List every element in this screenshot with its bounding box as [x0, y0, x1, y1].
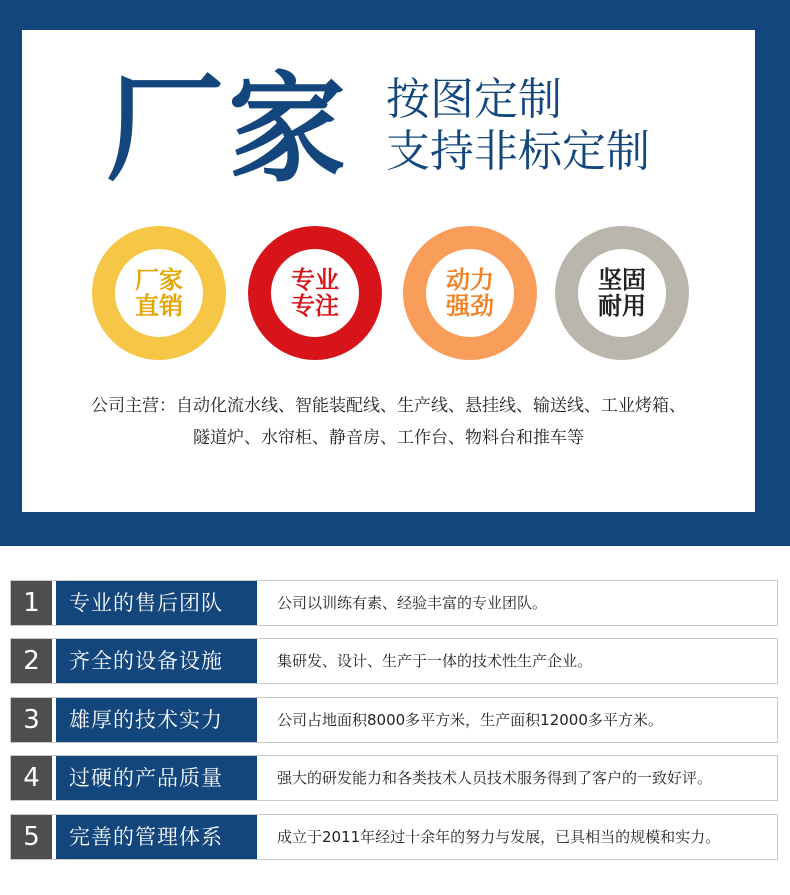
feature-title: 专业的售后团队	[56, 581, 257, 625]
badge-label-line2: 耐用	[598, 292, 646, 320]
feature-title: 完善的管理体系	[56, 815, 257, 859]
feature-description: 集研发、设计、生产于一体的技术性生产企业。	[277, 652, 593, 670]
badge-label-line1: 坚固	[598, 266, 646, 294]
feature-row	[10, 580, 778, 626]
feature-description: 公司以训练有素、经验丰富的专业团队。	[277, 594, 548, 612]
business-line-1: 公司主营：自动化流水线、智能装配线、生产线、悬挂线、输送线、工业烤箱、	[91, 396, 686, 416]
badge-durable	[555, 226, 689, 360]
badge-label-line2: 专注	[291, 292, 339, 320]
feature-description: 公司占地面积8000多平方米，生产面积12000多平方米。	[277, 711, 663, 729]
feature-number: 4	[11, 756, 52, 800]
feature-row	[10, 814, 778, 860]
feature-number: 3	[11, 698, 52, 742]
feature-title: 齐全的设备设施	[56, 639, 257, 683]
business-line-2: 隧道炉、水帘柜、静音房、工作台、物料台和推车等	[193, 428, 584, 448]
slogan-line-1: 按图定制	[386, 74, 562, 125]
badge-direct-sales	[92, 226, 226, 360]
hero-title: 厂家	[106, 60, 351, 198]
badge-label-line1: 动力	[446, 266, 494, 294]
business-scope	[52, 390, 725, 454]
feature-number: 2	[11, 639, 52, 683]
feature-description: 强大的研发能力和各类技术人员技术服务得到了客户的一致好评。	[277, 769, 713, 787]
feature-row	[10, 697, 778, 743]
badge-label-line1: 专业	[291, 266, 339, 294]
feature-description: 成立于2011年经过十余年的努力与发展，已具相当的规模和实力。	[277, 828, 721, 846]
hero-card	[22, 30, 755, 512]
badge-label-line2: 直销	[135, 292, 183, 320]
feature-title: 过硬的产品质量	[56, 756, 257, 800]
badge-professional	[248, 226, 382, 360]
badge-powerful	[403, 226, 537, 360]
slogan-line-2: 支持非标定制	[386, 126, 650, 177]
badge-label-line2: 强劲	[446, 292, 494, 320]
feature-row	[10, 638, 778, 684]
hero-slogan	[386, 74, 650, 178]
feature-title: 雄厚的技术实力	[56, 698, 257, 742]
feature-row	[10, 755, 778, 801]
badge-label-line1: 厂家	[135, 266, 183, 294]
feature-number: 1	[11, 581, 52, 625]
feature-number: 5	[11, 815, 52, 859]
